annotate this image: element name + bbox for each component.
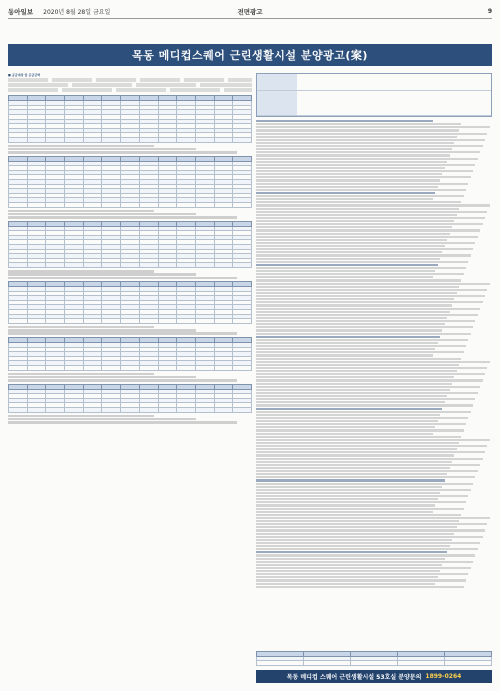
price-table-cell	[9, 263, 28, 268]
fine-print-line	[256, 189, 466, 191]
price-table-cell	[158, 202, 177, 207]
price-table-cell	[83, 319, 102, 324]
fine-print-line	[8, 415, 154, 418]
fine-print-line	[8, 326, 154, 329]
fine-print-line	[256, 504, 435, 506]
price-table-cell	[177, 319, 196, 324]
fine-print-line	[256, 251, 442, 253]
fine-print-line	[256, 167, 445, 169]
fine-print-line	[256, 554, 475, 556]
price-table-cell	[102, 263, 121, 268]
price-table-cell	[177, 365, 196, 370]
price-table-cell	[9, 137, 28, 142]
fine-print-line	[256, 195, 464, 197]
fine-print-line	[256, 483, 473, 485]
fine-print-line	[256, 223, 483, 225]
fine-print-line	[256, 270, 435, 272]
fine-print-line	[256, 308, 480, 310]
fine-print-line	[256, 420, 438, 422]
fine-print-line	[256, 536, 483, 538]
price-table-cell	[195, 202, 214, 207]
fine-print-line	[256, 479, 445, 481]
fine-print-line	[256, 214, 457, 216]
fine-print-line	[256, 370, 457, 372]
price-table	[8, 337, 252, 371]
price-table-cell	[83, 407, 102, 412]
price-table-cell	[121, 365, 140, 370]
fine-print-line	[256, 576, 438, 578]
fine-print-line	[256, 198, 433, 200]
fine-print-line	[256, 464, 480, 466]
fine-print-line	[256, 120, 433, 122]
fine-print-line	[256, 473, 447, 475]
page-number: 9	[487, 7, 492, 15]
fine-print-line	[256, 508, 464, 510]
price-table-cell	[102, 407, 121, 412]
price-table-cell	[65, 319, 84, 324]
fine-print-line	[256, 279, 461, 281]
fine-print-line	[256, 264, 438, 266]
fine-print-line	[256, 301, 483, 303]
fine-print-line	[256, 173, 442, 175]
price-table-cell	[9, 202, 28, 207]
fine-print-line	[256, 389, 450, 391]
fine-print-line	[256, 433, 433, 435]
price-table-cell	[65, 137, 84, 142]
price-table-cell	[27, 407, 46, 412]
fine-print-line	[256, 454, 454, 456]
summary-text-line	[8, 83, 252, 87]
price-table-cell	[46, 202, 65, 207]
fine-print-line	[256, 373, 485, 375]
price-table-cell	[233, 202, 252, 207]
fine-print-line	[256, 354, 433, 356]
fine-print-line	[256, 229, 480, 231]
fine-print-line	[8, 213, 196, 216]
fine-print-line	[256, 129, 459, 131]
price-table-cell	[102, 137, 121, 142]
summary-text-line	[8, 88, 252, 92]
price-table-cell	[158, 319, 177, 324]
fine-print-line	[256, 489, 471, 491]
fine-print-line	[256, 579, 466, 581]
paper-name: 동아일보	[8, 7, 34, 16]
terms-text-block	[256, 120, 492, 588]
fine-print-line	[256, 583, 435, 585]
fine-print-line	[256, 208, 459, 210]
fine-print-line	[256, 476, 475, 478]
price-table-cell	[233, 263, 252, 268]
info-row	[257, 91, 491, 116]
fine-print-line	[256, 139, 485, 141]
price-table-cell	[195, 407, 214, 412]
fine-print-line	[256, 511, 433, 513]
fine-print-line	[256, 283, 490, 285]
fine-print-line	[256, 570, 440, 572]
price-table-cell	[177, 263, 196, 268]
fine-print-line	[256, 545, 450, 547]
fine-print-line	[8, 376, 196, 379]
price-table-cell	[27, 365, 46, 370]
price-table-cell	[121, 319, 140, 324]
fine-print-line	[256, 317, 447, 319]
info-row	[257, 74, 491, 91]
contact-footer-bar	[256, 670, 492, 683]
price-table-cell	[83, 263, 102, 268]
info-value	[297, 91, 491, 115]
price-table-cell	[139, 407, 158, 412]
price-table-cell	[195, 263, 214, 268]
price-table-cell	[46, 319, 65, 324]
fine-print-line	[8, 332, 237, 335]
fine-print-line	[256, 179, 440, 181]
price-tables	[8, 95, 252, 423]
fine-print-line	[256, 276, 433, 278]
summary-label: ■ 공급대상 및 공급금액	[8, 73, 41, 77]
fine-print-line	[8, 373, 154, 376]
fine-print-line	[256, 326, 473, 328]
fine-print-line	[256, 183, 468, 185]
fine-print-line	[256, 564, 442, 566]
fine-print-line	[256, 336, 440, 338]
fine-print-line	[256, 151, 480, 153]
fine-print-line	[256, 161, 447, 163]
price-table-cell	[121, 407, 140, 412]
fine-print-line	[256, 136, 457, 138]
price-table-cell	[9, 365, 28, 370]
fine-print-line	[8, 273, 196, 276]
fine-print-line	[256, 467, 450, 469]
fine-print-line	[256, 323, 445, 325]
fine-print-line	[8, 210, 154, 213]
fine-print-line	[256, 164, 475, 166]
price-table-cell	[233, 137, 252, 142]
fine-print-line	[256, 123, 461, 125]
fine-print-line	[256, 526, 457, 528]
fine-print-line	[256, 395, 447, 397]
price-table	[8, 156, 252, 208]
fine-print-line	[256, 154, 450, 156]
fine-print-line	[256, 523, 487, 525]
price-table-cell	[158, 407, 177, 412]
ad-title: 목동 메디컵스퀘어 근린생활시설 분양광고(案)	[132, 49, 368, 62]
fine-print-line	[256, 392, 478, 394]
fine-print-line	[256, 333, 471, 335]
table-row	[9, 407, 252, 412]
fine-print-line	[256, 436, 461, 438]
table-notes	[8, 373, 252, 382]
price-table-cell	[121, 263, 140, 268]
fine-print-line	[256, 217, 485, 219]
right-info-box	[256, 73, 492, 117]
fine-print-line	[256, 201, 461, 203]
price-table	[8, 384, 252, 413]
fine-print-line	[8, 216, 237, 219]
fine-print-line	[256, 345, 466, 347]
fine-print-line	[256, 126, 490, 128]
fine-print-line	[256, 492, 440, 494]
fine-print-line	[256, 495, 468, 497]
fine-print-line	[256, 426, 435, 428]
fine-print-line	[256, 401, 445, 403]
left-column	[8, 73, 252, 683]
fine-print-line	[256, 514, 461, 516]
fine-print-line	[256, 170, 473, 172]
fine-print-line	[256, 501, 466, 503]
fine-print-line	[256, 311, 450, 313]
price-table-cell	[139, 137, 158, 142]
fine-print-line	[256, 404, 473, 406]
fine-print-line	[256, 211, 487, 213]
fine-print-line	[8, 379, 237, 382]
table-notes	[8, 270, 252, 279]
fine-print-line	[256, 295, 485, 297]
fine-print-line	[256, 289, 487, 291]
info-key	[257, 91, 297, 115]
table-notes	[8, 326, 252, 335]
price-table-cell	[195, 319, 214, 324]
contact-table	[256, 651, 492, 668]
ad-title-banner	[8, 44, 492, 66]
fine-print-line	[256, 442, 459, 444]
price-table-cell	[65, 407, 84, 412]
price-table-cell	[139, 263, 158, 268]
price-table-cell	[214, 137, 233, 142]
price-table-cell	[214, 263, 233, 268]
info-key	[257, 74, 297, 90]
price-table-cell	[233, 407, 252, 412]
price-table-cell	[158, 365, 177, 370]
fine-print-line	[256, 429, 464, 431]
fine-print-line	[256, 258, 440, 260]
fine-print-line	[8, 148, 196, 151]
fine-print-line	[256, 204, 490, 206]
fine-print-line	[256, 248, 473, 250]
fine-print-line	[256, 298, 454, 300]
price-table-cell	[177, 202, 196, 207]
fine-print-line	[256, 358, 461, 360]
price-table-cell	[46, 407, 65, 412]
table-row	[9, 319, 252, 324]
price-table-cell	[233, 319, 252, 324]
fine-print-line	[8, 151, 237, 154]
issue-date: 2020년 8월 28일 금요일	[43, 8, 111, 16]
fine-print-line	[256, 273, 464, 275]
price-table-cell	[83, 202, 102, 207]
fine-print-line	[256, 561, 473, 563]
fine-print-line	[256, 261, 468, 263]
fine-print-line	[256, 254, 471, 256]
table-row	[9, 263, 252, 268]
fine-print-line	[256, 542, 480, 544]
price-table	[8, 281, 252, 324]
price-table-cell	[177, 137, 196, 142]
price-table-cell	[214, 365, 233, 370]
price-table-cell	[233, 365, 252, 370]
fine-print-line	[256, 158, 478, 160]
info-value	[297, 74, 491, 90]
fine-print-line	[256, 567, 471, 569]
fine-print-line	[256, 411, 471, 413]
price-table-cell	[195, 365, 214, 370]
price-table-cell	[27, 263, 46, 268]
fine-print-line	[8, 329, 196, 332]
fine-print-line	[256, 383, 452, 385]
fine-print-line	[256, 320, 475, 322]
price-table-cell	[83, 137, 102, 142]
price-table-cell	[214, 319, 233, 324]
price-table-cell	[121, 202, 140, 207]
price-table-cell	[9, 319, 28, 324]
fine-print-line	[256, 192, 435, 194]
fine-print-line	[256, 417, 468, 419]
fine-print-line	[256, 586, 464, 588]
summary-text-line	[8, 78, 252, 82]
fine-print-line	[256, 386, 480, 388]
fine-print-line	[256, 292, 457, 294]
price-table-cell	[65, 263, 84, 268]
fine-print-line	[256, 176, 471, 178]
footer-text: 목동 메디컵 스퀘어 근린생활시설 53호실 분양문의	[286, 674, 422, 681]
fine-print-line	[256, 226, 452, 228]
price-table-cell	[46, 263, 65, 268]
fine-print-line	[256, 242, 475, 244]
fine-print-line	[256, 414, 440, 416]
price-table-cell	[102, 202, 121, 207]
price-table-cell	[214, 407, 233, 412]
fine-print-line	[256, 529, 485, 531]
fine-print-line	[256, 539, 452, 541]
fine-print-line	[256, 448, 457, 450]
fine-print-line	[256, 351, 464, 353]
supply-summary	[8, 73, 252, 92]
table-notes	[8, 210, 252, 219]
fine-print-line	[256, 517, 490, 519]
fine-print-line	[256, 423, 466, 425]
fine-print-line	[256, 145, 483, 147]
section-label: 전면광고	[237, 7, 263, 16]
fine-print-line	[256, 142, 454, 144]
price-table-cell	[46, 365, 65, 370]
fine-print-line	[256, 498, 438, 500]
fine-print-line	[256, 486, 442, 488]
fine-print-line	[256, 133, 487, 135]
fine-print-line	[256, 267, 466, 269]
table-notes	[8, 415, 252, 424]
fine-print-line	[256, 329, 442, 331]
price-table-cell	[65, 365, 84, 370]
fine-print-line	[256, 286, 459, 288]
price-table-cell	[46, 137, 65, 142]
price-table-cell	[139, 202, 158, 207]
fine-print-line	[256, 573, 468, 575]
masthead	[8, 4, 492, 19]
table-notes	[8, 145, 252, 154]
fine-print-line	[256, 533, 454, 535]
fine-print-line	[256, 236, 478, 238]
fine-print-line	[256, 342, 438, 344]
fine-print-line	[256, 186, 438, 188]
fine-print-line	[256, 148, 452, 150]
fine-print-line	[256, 361, 490, 363]
fine-print-line	[8, 277, 237, 280]
fine-print-line	[256, 314, 478, 316]
price-table-cell	[139, 319, 158, 324]
fine-print-line	[256, 379, 483, 381]
price-table-cell	[83, 365, 102, 370]
price-table	[8, 95, 252, 142]
fine-print-line	[256, 470, 478, 472]
price-table-cell	[158, 263, 177, 268]
fine-print-line	[256, 233, 450, 235]
table-row	[9, 365, 252, 370]
fine-print-line	[256, 451, 485, 453]
fine-print-line	[256, 520, 459, 522]
price-table-cell	[27, 202, 46, 207]
fine-print-line	[256, 439, 490, 441]
fine-print-line	[256, 304, 452, 306]
footer-phone: 1899-0264	[425, 673, 462, 680]
fine-print-line	[8, 270, 154, 273]
price-table-cell	[102, 319, 121, 324]
table-row	[9, 202, 252, 207]
fine-print-line	[256, 458, 483, 460]
fine-print-line	[256, 220, 454, 222]
contact-grid	[256, 651, 492, 666]
price-table-cell	[177, 407, 196, 412]
price-table-cell	[27, 137, 46, 142]
fine-print-line	[256, 339, 468, 341]
fine-print-line	[256, 445, 487, 447]
fine-print-line	[256, 376, 454, 378]
price-table-cell	[214, 202, 233, 207]
fine-print-line	[256, 461, 452, 463]
price-table-cell	[121, 137, 140, 142]
fine-print-line	[8, 145, 154, 148]
table-row	[9, 137, 252, 142]
price-table-cell	[9, 407, 28, 412]
right-column	[256, 73, 492, 683]
price-table-cell	[27, 319, 46, 324]
fine-print-line	[256, 558, 445, 560]
fine-print-line	[8, 421, 237, 424]
price-table-cell	[158, 137, 177, 142]
price-table-cell	[65, 202, 84, 207]
fine-print-line	[256, 548, 478, 550]
fine-print-line	[8, 418, 196, 421]
price-table-cell	[195, 137, 214, 142]
fine-print-line	[256, 408, 442, 410]
fine-print-line	[256, 348, 435, 350]
fine-print-line	[256, 551, 447, 553]
price-table	[8, 221, 252, 268]
fine-print-line	[256, 398, 475, 400]
fine-print-line	[256, 367, 487, 369]
fine-print-line	[256, 239, 447, 241]
price-table-cell	[102, 365, 121, 370]
fine-print-line	[256, 245, 445, 247]
fine-print-line	[256, 364, 459, 366]
price-table-cell	[139, 365, 158, 370]
